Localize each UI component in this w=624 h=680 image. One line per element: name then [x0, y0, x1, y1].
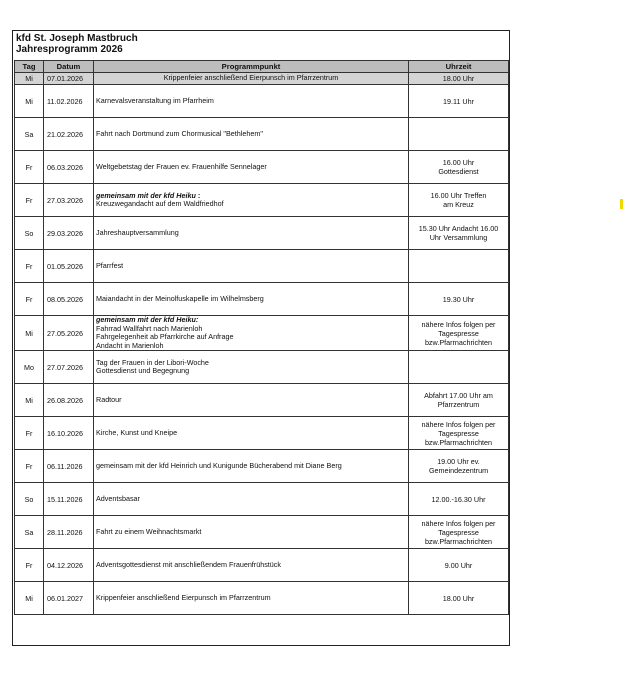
time-line: 9.00 Uhr — [444, 560, 473, 570]
weekday-cell: Mi — [15, 384, 44, 417]
time-cell — [409, 483, 509, 516]
time-cell — [409, 73, 509, 85]
table-row — [15, 384, 509, 417]
date-cell: 06.11.2026 — [44, 450, 94, 483]
table-row — [15, 582, 509, 615]
program-line: Karnevalsveranstaltung im Pfarrheim — [96, 95, 214, 105]
time-cell — [409, 217, 509, 250]
program-cell — [94, 85, 409, 118]
joint-event-note-text: gemeinsam mit der kfd Heiku: — [96, 315, 199, 324]
highlight-marker — [620, 199, 623, 209]
time-line: Tagespresse — [438, 428, 479, 438]
time-line: Gemeindezentrum — [428, 466, 489, 475]
time-cell — [409, 118, 509, 151]
table-row — [15, 85, 509, 118]
time-cell — [409, 384, 509, 417]
time-line: 18.00 Uhr — [442, 593, 475, 603]
time-line: bzw.Pfarrnachrichten — [424, 437, 493, 447]
date-cell: 28.11.2026 — [44, 516, 94, 549]
weekday-cell: So — [15, 483, 44, 516]
time-cell — [409, 516, 509, 549]
program-cell — [94, 316, 409, 351]
program-cell — [94, 516, 409, 549]
date-cell: 27.07.2026 — [44, 351, 94, 384]
date-cell: 26.08.2026 — [44, 384, 94, 417]
table-row — [15, 283, 509, 316]
program-line: gemeinsam mit der kfd Heinrich und Kunigunde Bücherabend mit Diane Berg — [96, 460, 342, 470]
column-header-program: Programmpunkt — [94, 61, 409, 73]
program-line: Adventsbasar — [96, 493, 140, 503]
weekday-cell: Mi — [15, 582, 44, 615]
program-line: Krippenfeier anschließend Eierpunsch im Pfarrzentrum — [163, 73, 339, 83]
time-cell — [409, 549, 509, 582]
program-line: Fahrgelegenheit ab Pfarrkirche auf Anfrage — [96, 332, 234, 341]
weekday-cell: Fr — [15, 283, 44, 316]
time-cell — [409, 582, 509, 615]
table-row — [15, 250, 509, 283]
program-line: Maiandacht in der Meinolfuskapelle im Wilhelmsberg — [96, 293, 264, 303]
document-title — [16, 33, 509, 55]
time-line: 15.30 Uhr Andacht 16.00 — [418, 224, 499, 233]
table-body — [15, 73, 509, 615]
weekday-cell: Mi — [15, 85, 44, 118]
weekday-cell: Mi — [15, 73, 44, 85]
time-line: nähere Infos folgen per — [421, 319, 496, 329]
date-cell: 27.05.2026 — [44, 316, 94, 351]
date-cell: 15.11.2026 — [44, 483, 94, 516]
time-line: am Kreuz — [443, 200, 474, 209]
table-row — [15, 549, 509, 582]
time-line: 18.00 Uhr — [442, 74, 475, 83]
time-line: 12.00.-16.30 Uhr — [431, 494, 486, 504]
program-year-title: Jahresprogramm 2026 — [16, 44, 123, 55]
time-line: 16.00 Uhr — [442, 158, 475, 167]
time-line: 19.00 Uhr ev. — [437, 457, 480, 466]
program-cell — [94, 483, 409, 516]
program-cell — [94, 549, 409, 582]
program-line: Radtour — [96, 394, 122, 404]
time-cell — [409, 283, 509, 316]
table-row — [15, 316, 509, 351]
table-row — [15, 450, 509, 483]
time-line: Tagespresse — [438, 328, 479, 338]
date-cell: 06.01.2027 — [44, 582, 94, 615]
program-cell — [94, 384, 409, 417]
weekday-cell: Fr — [15, 151, 44, 184]
weekday-cell: Fr — [15, 184, 44, 217]
program-cell — [94, 450, 409, 483]
weekday-cell: Fr — [15, 417, 44, 450]
table-row — [15, 118, 509, 151]
column-header-date: Datum — [44, 61, 94, 73]
time-line: 19.11 Uhr — [442, 96, 475, 106]
weekday-cell: Mo — [15, 351, 44, 384]
program-cell — [94, 73, 409, 85]
date-cell: 01.05.2026 — [44, 250, 94, 283]
program-line: Andacht in Marienloh — [96, 340, 164, 350]
time-cell — [409, 85, 509, 118]
program-line: Krippenfeier anschließend Eierpunsch im Pfarrzentrum — [96, 592, 271, 602]
program-line: Fahrrad Wallfahrt nach Marienloh — [96, 323, 203, 333]
joint-event-note-text: gemeinsam mit der kfd Heiku — [96, 190, 196, 200]
program-line: Pfarrfest — [96, 260, 124, 270]
time-cell — [409, 450, 509, 483]
table-row — [15, 151, 509, 184]
time-line: Tagespresse — [438, 527, 479, 537]
time-line: 19.30 Uhr — [442, 294, 475, 304]
time-line: 16.00 Uhr Treffen — [430, 191, 487, 200]
date-cell: 11.02.2026 — [44, 85, 94, 118]
table-row — [15, 184, 509, 217]
date-cell: 07.01.2026 — [44, 73, 94, 85]
column-header-time: Uhrzeit — [409, 61, 509, 73]
time-line: nähere Infos folgen per — [421, 518, 496, 528]
weekday-cell: Fr — [15, 250, 44, 283]
date-cell: 06.03.2026 — [44, 151, 94, 184]
program-line: Gottesdienst und Begegnung — [96, 366, 190, 375]
program-cell — [94, 582, 409, 615]
program-cell — [94, 184, 409, 217]
program-line: Tag der Frauen in der Libori-Woche — [96, 357, 209, 367]
program-cell — [94, 417, 409, 450]
weekday-cell: So — [15, 217, 44, 250]
program-cell — [94, 118, 409, 151]
program-cell — [94, 151, 409, 184]
time-line: Abfahrt 17.00 Uhr am — [424, 391, 493, 400]
table-row — [15, 516, 509, 549]
program-line: Jahreshauptversammlung — [96, 227, 179, 237]
table-row — [15, 73, 509, 85]
time-cell — [409, 184, 509, 217]
program-line: Kreuzwegandacht auf dem Waldfriedhof — [96, 199, 224, 208]
date-cell: 04.12.2026 — [44, 549, 94, 582]
time-line: bzw.Pfarrnachrichten — [424, 536, 493, 546]
program-table — [14, 60, 509, 615]
time-cell — [409, 351, 509, 384]
weekday-cell: Sa — [15, 118, 44, 151]
time-line: Uhr Versammlung — [429, 233, 488, 242]
weekday-cell: Fr — [15, 549, 44, 582]
time-line: Gottesdienst — [438, 167, 479, 176]
program-document — [12, 30, 510, 646]
time-cell — [409, 250, 509, 283]
org-name: kfd St. Joseph Mastbruch — [16, 33, 138, 44]
weekday-cell: Mi — [15, 316, 44, 351]
time-line: bzw.Pfarrnachrichten — [424, 337, 493, 347]
time-cell — [409, 316, 509, 351]
program-cell — [94, 283, 409, 316]
program-line: Fahrt zu einem Weihnachtsmarkt — [96, 526, 202, 536]
date-cell: 08.05.2026 — [44, 283, 94, 316]
time-line: nähere Infos folgen per — [421, 419, 496, 429]
time-cell — [409, 151, 509, 184]
date-cell: 21.02.2026 — [44, 118, 94, 151]
time-line: Pfarrzentrum — [437, 400, 480, 409]
joint-event-note-suffix: : — [195, 190, 201, 200]
program-line: Adventsgottesdienst mit anschließendem Frauenfrühstück — [96, 559, 281, 569]
date-cell: 16.10.2026 — [44, 417, 94, 450]
program-line: Weltgebetstag der Frauen ev. Frauenhilfe Sennelager — [96, 161, 267, 171]
program-line: Kirche, Kunst und Kneipe — [96, 427, 178, 437]
program-cell — [94, 351, 409, 384]
weekday-cell: Fr — [15, 450, 44, 483]
weekday-cell: Sa — [15, 516, 44, 549]
table-header-row — [15, 61, 509, 73]
date-cell: 27.03.2026 — [44, 184, 94, 217]
table-row — [15, 483, 509, 516]
program-cell — [94, 250, 409, 283]
table-row — [15, 351, 509, 384]
date-cell: 29.03.2026 — [44, 217, 94, 250]
table-row — [15, 417, 509, 450]
program-cell — [94, 217, 409, 250]
column-header-tag: Tag — [15, 61, 44, 73]
program-line: Fahrt nach Dortmund zum Chormusical "Bethlehem" — [96, 128, 263, 138]
table-row — [15, 217, 509, 250]
time-cell — [409, 417, 509, 450]
